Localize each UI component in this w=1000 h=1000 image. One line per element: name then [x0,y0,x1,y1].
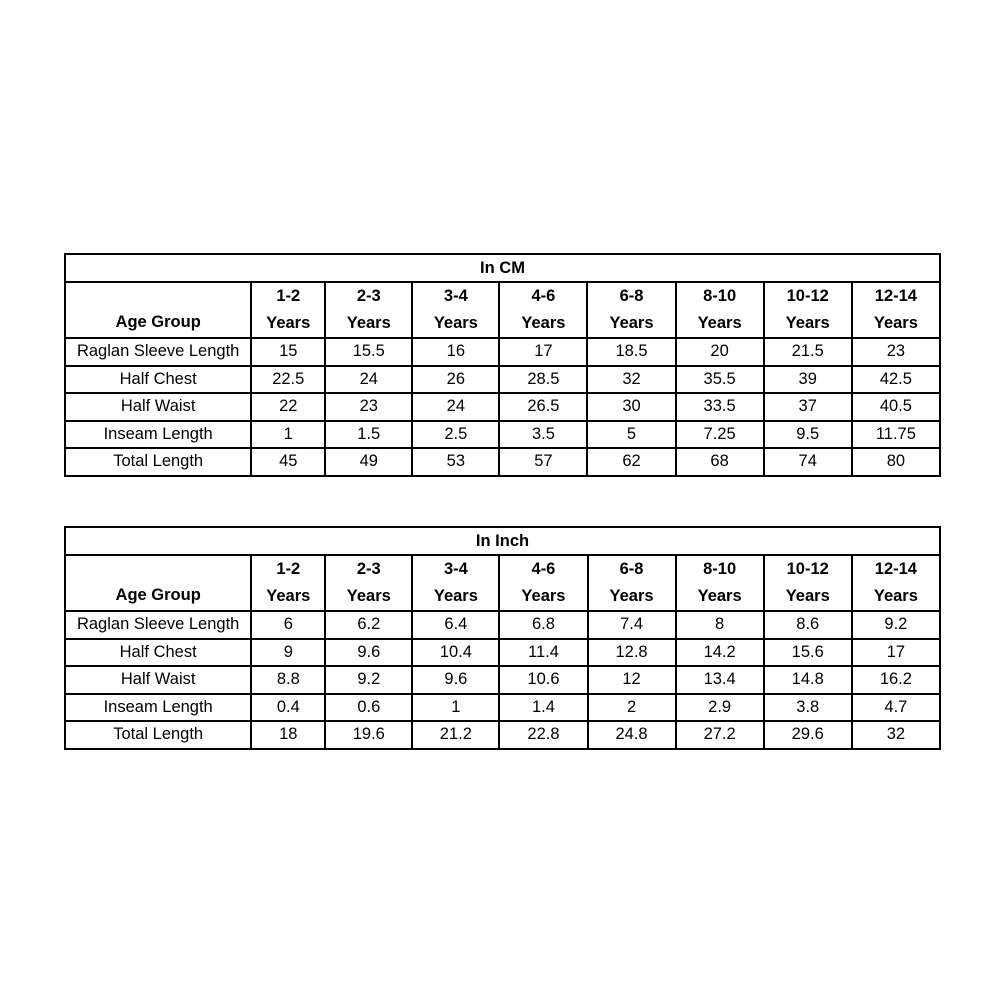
age-column-header-line: Years [521,587,566,605]
measurement-value: 62 [587,448,675,476]
measurement-value: 22 [251,393,325,421]
measurement-value: 24 [325,366,412,394]
measurement-value: 16.2 [852,666,940,694]
measurement-value: 7.25 [676,421,764,449]
measurement-value: 8.8 [251,666,325,694]
measurement-value: 18.5 [587,338,675,366]
measurement-label: Total Length [65,721,251,749]
table-row [65,721,940,749]
measurement-value: 24 [412,393,499,421]
age-column-header-line: Years [785,314,830,332]
measurement-value: 10.6 [499,666,587,694]
table-row [65,694,940,722]
measurement-value: 3.5 [499,421,587,449]
measurement-value: 9.6 [325,639,412,667]
measurement-value: 2.9 [676,694,764,722]
measurement-value: 1.5 [325,421,412,449]
age-column-header [499,555,587,611]
age-column-header-line: Years [697,587,742,605]
measurement-value: 1 [412,694,499,722]
measurement-value: 80 [852,448,940,476]
measurement-value: 6.8 [499,611,587,639]
age-column-header-line: 3-4 [443,560,468,578]
table-row [65,666,940,694]
measurement-value: 11.75 [852,421,940,449]
measurement-value: 1.4 [499,694,587,722]
age-column-header-line: 1-2 [276,287,301,305]
measurement-value: 74 [764,448,852,476]
measurement-value: 16 [412,338,499,366]
measurement-value: 35.5 [676,366,764,394]
table-row [65,393,940,421]
measurement-label: Total Length [65,448,251,476]
measurement-value: 19.6 [325,721,412,749]
measurement-value: 28.5 [499,366,587,394]
age-column-header-line: Years [346,314,391,332]
measurement-value: 39 [764,366,852,394]
table-row [65,338,940,366]
age-column-header [588,555,676,611]
measurement-label: Half Chest [65,639,251,667]
age-column-header [251,282,325,338]
table-title: In CM [65,254,940,282]
measurement-value: 0.4 [251,694,325,722]
age-column-header [852,282,940,338]
age-column-header-line: Years [609,314,654,332]
measurement-value: 14.2 [676,639,764,667]
age-column-header-line: 4-6 [531,560,556,578]
measurement-label: Raglan Sleeve Length [65,338,251,366]
measurement-value: 20 [676,338,764,366]
measurement-value: 53 [412,448,499,476]
age-column-header-line: 2-3 [356,287,381,305]
measurement-value: 9.2 [325,666,412,694]
measurement-value: 6.4 [412,611,499,639]
age-column-header-line: Years [697,314,742,332]
measurement-value: 7.4 [588,611,676,639]
age-group-header: Age Group [65,555,251,611]
age-column-header-line: Years [873,587,918,605]
age-column-header-line: Years [873,314,918,332]
measurement-value: 21.5 [764,338,852,366]
measurement-label: Half Waist [65,393,251,421]
measurement-value: 9.2 [852,611,940,639]
age-column-header-line: Years [433,314,478,332]
measurement-value: 17 [499,338,587,366]
measurement-value: 14.8 [764,666,852,694]
measurement-value: 18 [251,721,325,749]
age-column-header [852,555,940,611]
table-row [65,639,940,667]
age-column-header-line: Years [266,314,311,332]
measurement-value: 42.5 [852,366,940,394]
measurement-value: 12 [588,666,676,694]
measurement-value: 15 [251,338,325,366]
age-column-header [412,555,499,611]
measurement-value: 9 [251,639,325,667]
age-group-header: Age Group [65,282,251,338]
age-column-header [325,555,412,611]
age-column-header [499,282,587,338]
size-table-inch [64,526,941,750]
measurement-value: 15.6 [764,639,852,667]
age-column-header-line: 2-3 [356,560,381,578]
measurement-value: 26.5 [499,393,587,421]
size-table-cm [64,253,941,477]
age-column-header-line: Years [609,587,654,605]
measurement-value: 22.8 [499,721,587,749]
measurement-value: 22.5 [251,366,325,394]
age-column-header [676,555,764,611]
age-column-header-line: 12-14 [874,560,917,578]
age-column-header-line: Years [266,587,311,605]
age-column-header [676,282,764,338]
measurement-value: 6 [251,611,325,639]
age-column-header-line: Years [346,587,391,605]
age-column-header-line: 3-4 [443,287,468,305]
measurement-value: 9.5 [764,421,852,449]
table-title: In Inch [65,527,940,555]
table-row [65,421,940,449]
measurement-value: 9.6 [412,666,499,694]
measurement-value: 12.8 [588,639,676,667]
measurement-label: Half Waist [65,666,251,694]
age-column-header-line: 10-12 [786,560,829,578]
age-column-header-line: 8-10 [703,560,737,578]
age-column-header-line: 4-6 [531,287,556,305]
age-column-header-line: 12-14 [874,287,917,305]
table-row [65,366,940,394]
measurement-value: 26 [412,366,499,394]
table-row [65,448,940,476]
measurement-label: Half Chest [65,366,251,394]
age-column-header-line: 1-2 [276,560,301,578]
measurement-value: 24.8 [588,721,676,749]
measurement-value: 32 [852,721,940,749]
measurement-value: 4.7 [852,694,940,722]
age-column-header-line: 8-10 [703,287,737,305]
measurement-value: 32 [587,366,675,394]
measurement-label: Inseam Length [65,421,251,449]
age-column-header [325,282,412,338]
measurement-value: 37 [764,393,852,421]
measurement-value: 3.8 [764,694,852,722]
measurement-value: 13.4 [676,666,764,694]
measurement-value: 8 [676,611,764,639]
measurement-value: 29.6 [764,721,852,749]
measurement-label: Inseam Length [65,694,251,722]
measurement-value: 2.5 [412,421,499,449]
age-column-header [251,555,325,611]
measurement-value: 45 [251,448,325,476]
measurement-value: 57 [499,448,587,476]
measurement-value: 27.2 [676,721,764,749]
measurement-value: 33.5 [676,393,764,421]
age-column-header [764,555,852,611]
measurement-value: 30 [587,393,675,421]
measurement-value: 10.4 [412,639,499,667]
measurement-value: 11.4 [499,639,587,667]
measurement-label: Raglan Sleeve Length [65,611,251,639]
measurement-value: 6.2 [325,611,412,639]
measurement-value: 68 [676,448,764,476]
table-row [65,611,940,639]
age-column-header-line: Years [785,587,830,605]
age-column-header-line: 6-8 [619,287,644,305]
measurement-value: 15.5 [325,338,412,366]
measurement-value: 40.5 [852,393,940,421]
measurement-value: 1 [251,421,325,449]
measurement-value: 8.6 [764,611,852,639]
age-column-header [587,282,675,338]
age-column-header-line: Years [521,314,566,332]
measurement-value: 23 [325,393,412,421]
measurement-value: 5 [587,421,675,449]
measurement-value: 0.6 [325,694,412,722]
measurement-value: 49 [325,448,412,476]
age-column-header [764,282,852,338]
measurement-value: 17 [852,639,940,667]
measurement-value: 21.2 [412,721,499,749]
age-column-header-line: Years [433,587,478,605]
measurement-value: 23 [852,338,940,366]
measurement-value: 2 [588,694,676,722]
age-column-header-line: 6-8 [619,560,644,578]
age-column-header-line: 10-12 [786,287,829,305]
age-column-header [412,282,499,338]
